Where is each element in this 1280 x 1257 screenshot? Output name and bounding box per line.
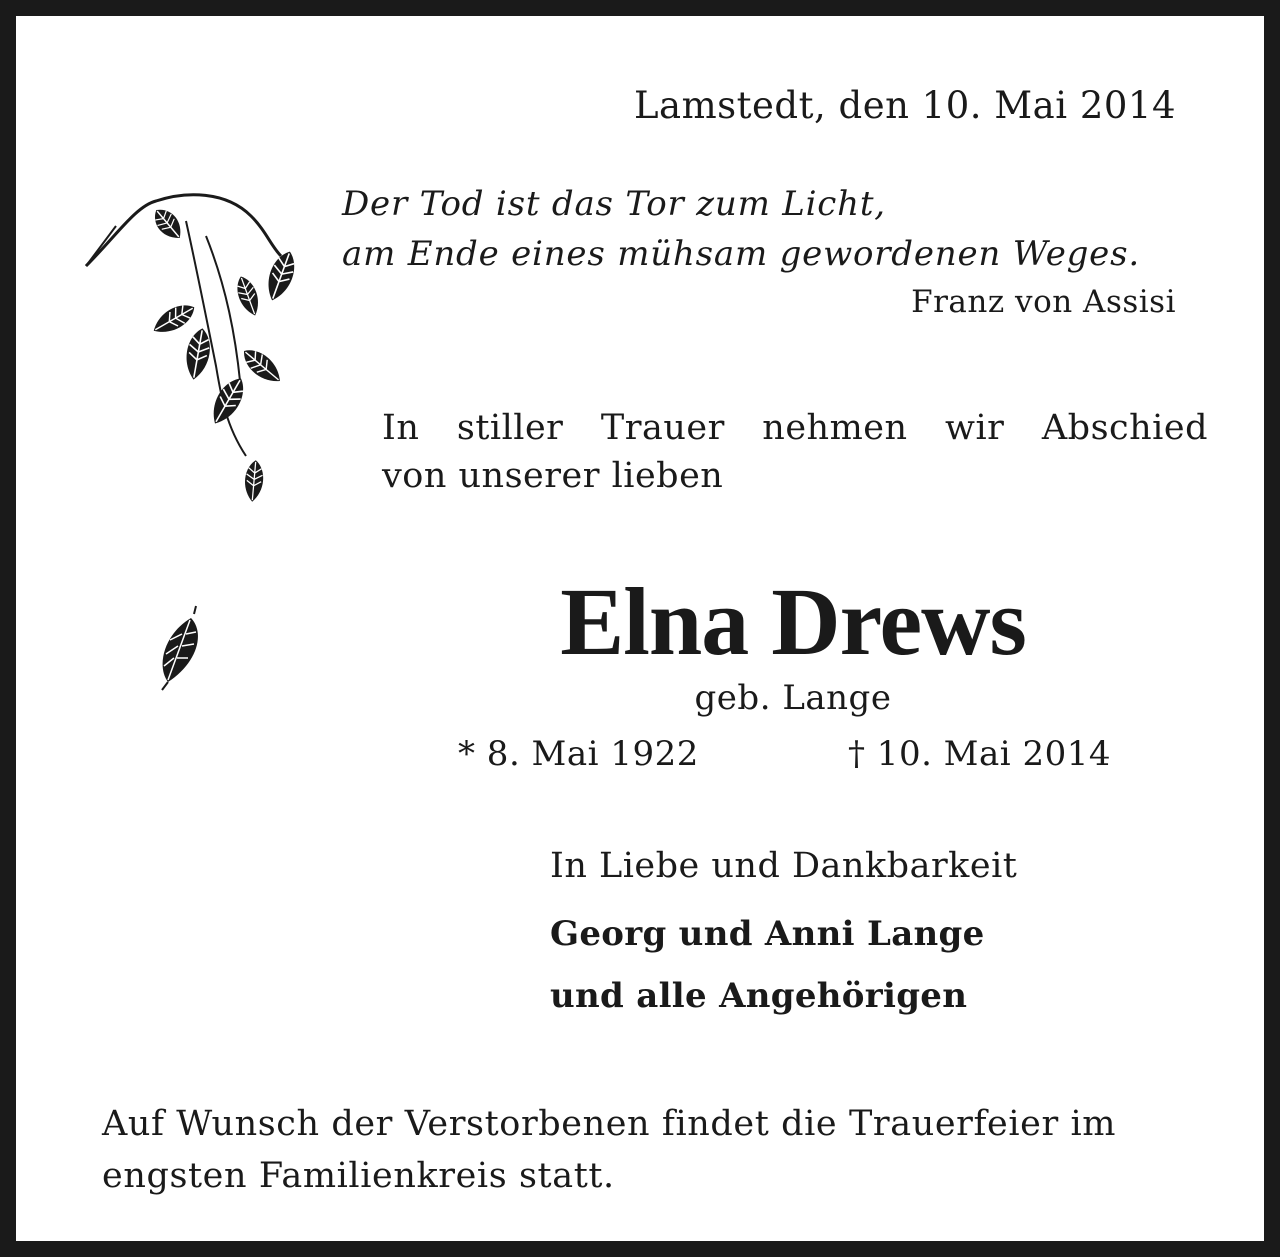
funeral-note: Auf Wunsch der Verstorbenen findet die Trauerfeier im (102, 1104, 1117, 1144)
maiden-name: geb. Lange (694, 678, 892, 718)
quote-line: Der Tod ist das Tor zum Licht, (342, 184, 886, 224)
thanks-line: In Liebe und Dankbarkeit (550, 846, 1018, 886)
birch-branch-icon (76, 176, 316, 521)
quote-line: am Ende eines mühsam gewordenen Weges. (342, 234, 1140, 274)
intro-line: In stiller Trauer nehmen wir Abschied (382, 408, 1208, 448)
mourner-names: Georg und Anni Lange (550, 914, 985, 954)
mourner-names: und alle Angehörigen (550, 976, 968, 1016)
death-date: † 10. Mai 2014 (848, 734, 1111, 774)
funeral-note: engsten Familienkreis statt. (102, 1156, 615, 1196)
place-date: Lamstedt, den 10. Mai 2014 (633, 84, 1176, 127)
deceased-name: Elna Drews (560, 568, 1026, 675)
intro-line: von unserer lieben (382, 456, 724, 496)
quote-author: Franz von Assisi (911, 284, 1176, 320)
birth-date: * 8. Mai 1922 (458, 734, 699, 774)
